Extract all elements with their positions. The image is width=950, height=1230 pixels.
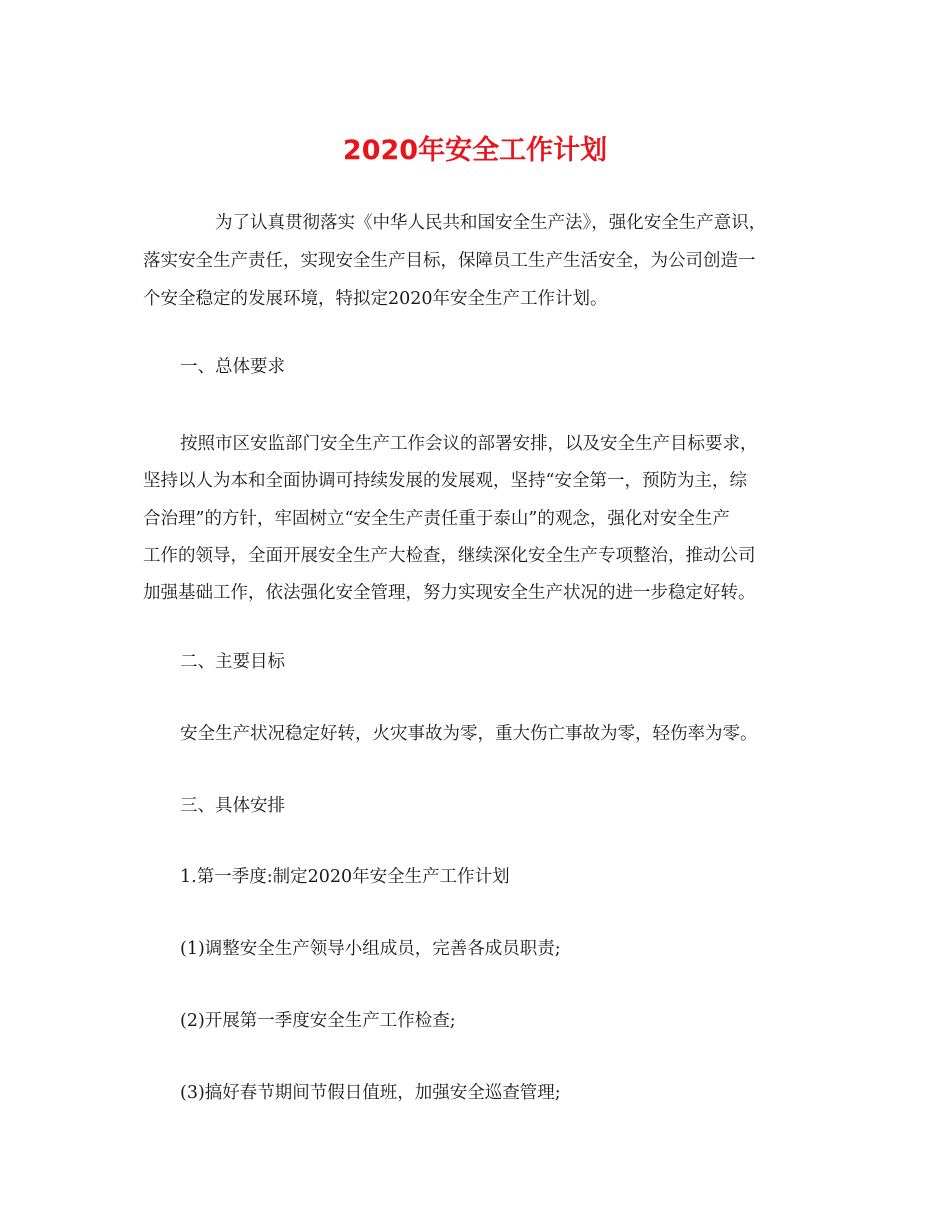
intro-line-3: 个安全稳定的发展环境，特拟定2020年安全生产工作计划。 <box>143 289 608 309</box>
section1-line-1: 按照市区安监部门安全生产工作会议的部署安排，以及安全生产目标要求， <box>180 434 758 454</box>
q1-item-2: (2)开展第一季度安全生产工作检查; <box>180 1011 456 1031</box>
section1-line-3: 合治理”的方针，牢固树立“安全生产责任重于泰山”的观念，强化对安全生产 <box>143 509 730 529</box>
section1-line-5: 加强基础工作，依法强化安全管理，努力实现安全生产状况的进一步稳定好转。 <box>143 583 756 603</box>
document-title: 2020年安全工作计划 <box>342 135 608 166</box>
q1-item-1: (1)调整安全生产领导小组成员，完善各成员职责; <box>180 939 561 959</box>
section1-heading: 一、总体要求 <box>180 357 285 377</box>
section1-line-2: 坚持以人为本和全面协调可持续发展的发展观，坚持“安全第一，预防为主，综 <box>143 471 747 491</box>
section1-line-4: 工作的领导，全面开展安全生产大检查，继续深化安全生产专项整治，推动公司 <box>143 546 756 566</box>
q1-item-3: (3)搞好春节期间节假日值班，加强安全巡查管理; <box>180 1083 561 1103</box>
intro-line-1: 为了认真贯彻落实《中华人民共和国安全生产法》，强化安全生产意识， <box>215 213 767 233</box>
section2-heading: 二、主要目标 <box>180 652 285 672</box>
section3-heading: 三、具体安排 <box>180 796 285 816</box>
q1-heading: 1.第一季度:制定2020年安全生产工作计划 <box>180 867 510 887</box>
section2-body: 安全生产状况稳定好转，火灾事故为零，重大伤亡事故为零，轻伤率为零。 <box>180 724 758 744</box>
intro-line-2: 落实安全生产责任，实现安全生产目标，保障员工生产生活安全，为公司创造一 <box>143 251 756 271</box>
